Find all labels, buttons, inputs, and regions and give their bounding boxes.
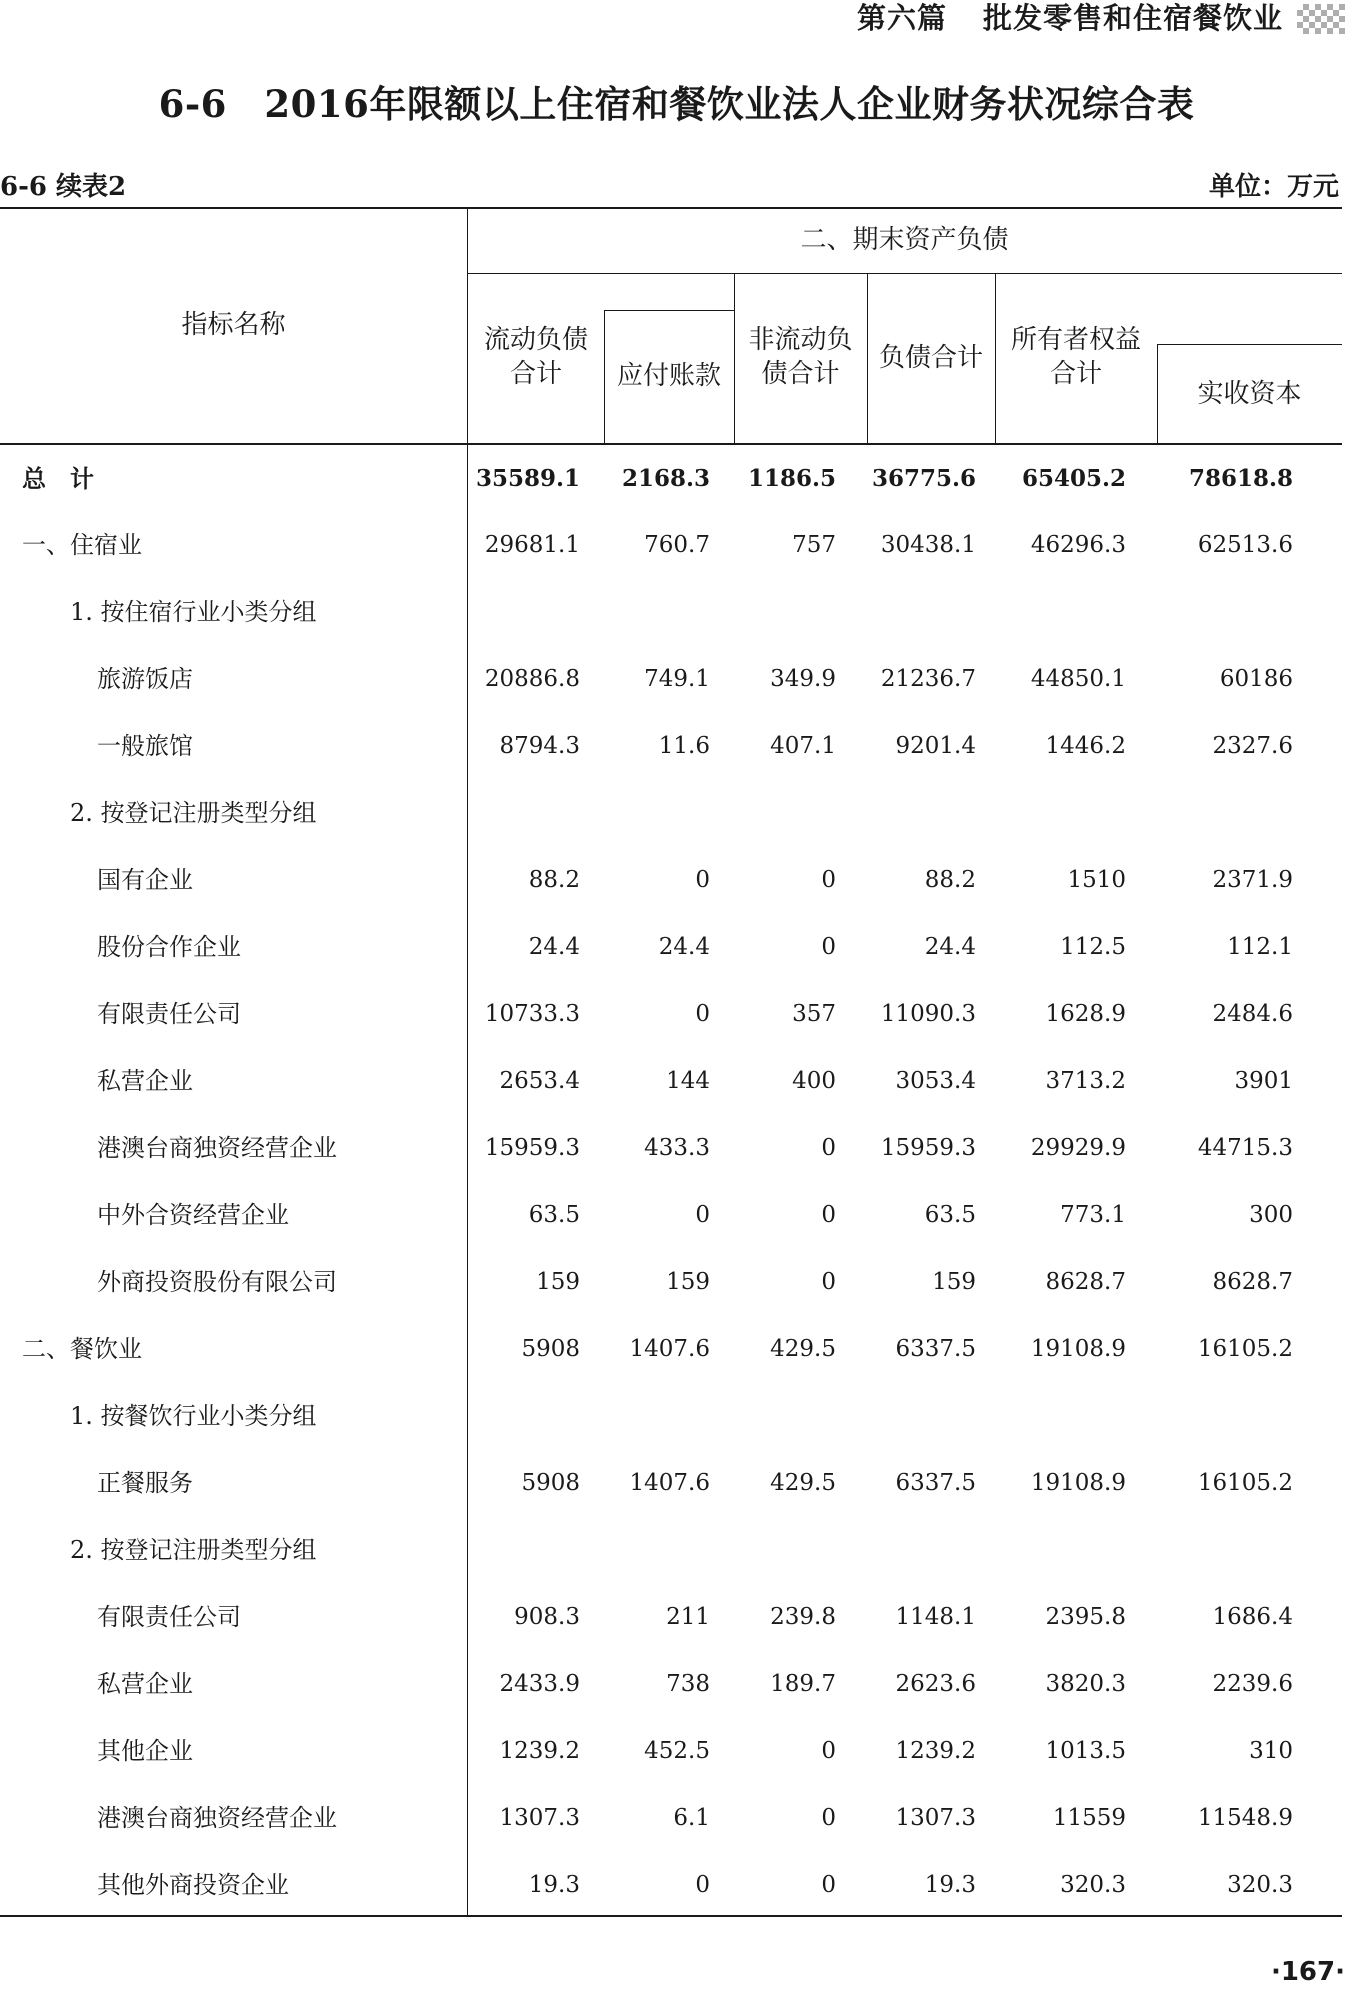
page-number: ·167· — [1270, 1957, 1345, 1987]
part-label: 第六篇 — [856, 1, 947, 35]
row-value-col4: 1307.3 — [895, 1805, 976, 1831]
row-label: 有限责任公司 — [97, 1000, 241, 1028]
row-value-col4: 6337.5 — [895, 1470, 976, 1496]
table-row — [0, 981, 1353, 1048]
row-value-col6: 3901 — [1234, 1068, 1293, 1094]
col2-col3-divider — [734, 273, 735, 444]
row-value-col3: 757 — [792, 532, 836, 558]
row-value-col4: 11090.3 — [880, 1001, 976, 1027]
row-value-col6: 300 — [1249, 1202, 1293, 1228]
row-value-col1: 88.2 — [528, 867, 580, 893]
row-value-col6: 60186 — [1219, 666, 1293, 692]
row-value-col4: 21236.7 — [880, 666, 976, 692]
row-value-col1: 1307.3 — [499, 1805, 580, 1831]
table-id: 6-6 续表2 — [0, 172, 127, 202]
row-value-col4: 63.5 — [924, 1202, 976, 1228]
name-column-header: 指标名称 — [181, 310, 286, 340]
table-row — [0, 1584, 1353, 1651]
unit-label: 单位：万元 — [1208, 172, 1339, 202]
row-value-col6: 1686.4 — [1212, 1604, 1293, 1630]
table-row — [0, 914, 1353, 981]
row-value-col5: 8628.7 — [1045, 1269, 1126, 1295]
row-value-col2: 1407.6 — [629, 1336, 710, 1362]
table-row — [0, 1852, 1353, 1919]
table-row — [0, 1182, 1353, 1249]
row-value-col5: 29929.9 — [1030, 1135, 1126, 1161]
row-value-col1: 159 — [536, 1269, 580, 1295]
row-value-col6: 16105.2 — [1197, 1470, 1293, 1496]
row-value-col4: 1239.2 — [895, 1738, 976, 1764]
row-value-col5: 112.5 — [1060, 934, 1126, 960]
row-value-col1: 15959.3 — [484, 1135, 580, 1161]
row-label: 港澳台商独资经营企业 — [97, 1804, 337, 1832]
row-value-col4: 6337.5 — [895, 1336, 976, 1362]
row-value-col1: 35589.1 — [475, 465, 580, 492]
row-value-col1: 24.4 — [528, 934, 580, 960]
col6-header-rule — [1157, 344, 1342, 345]
row-value-col1: 1239.2 — [499, 1738, 580, 1764]
row-value-col4: 36775.6 — [871, 465, 976, 492]
row-value-col2: 0 — [695, 1872, 710, 1898]
row-value-col3: 357 — [792, 1001, 836, 1027]
group-header: 二、期末资产负债 — [800, 225, 1009, 255]
row-value-col4: 1148.1 — [895, 1604, 976, 1630]
row-value-col2: 0 — [695, 1001, 710, 1027]
row-value-col4: 24.4 — [924, 934, 976, 960]
table-row — [0, 445, 1353, 512]
table-row — [0, 713, 1353, 780]
row-label: 有限责任公司 — [97, 1603, 241, 1631]
row-label: 港澳台商独资经营企业 — [97, 1134, 337, 1162]
row-value-col3: 0 — [821, 1202, 836, 1228]
row-value-col3: 0 — [821, 934, 836, 960]
row-value-col3: 0 — [821, 1135, 836, 1161]
row-value-col6: 16105.2 — [1197, 1336, 1293, 1362]
row-value-col3: 429.5 — [770, 1470, 836, 1496]
row-value-col6: 44715.3 — [1197, 1135, 1293, 1161]
row-value-col2: 6.1 — [673, 1805, 710, 1831]
row-value-col2: 144 — [666, 1068, 710, 1094]
row-value-col6: 11548.9 — [1197, 1805, 1293, 1831]
row-value-col5: 773.1 — [1060, 1202, 1126, 1228]
row-value-col5: 46296.3 — [1030, 532, 1126, 558]
col2-header-rule — [604, 310, 734, 311]
row-value-col5: 3713.2 — [1045, 1068, 1126, 1094]
row-value-col1: 19.3 — [528, 1872, 580, 1898]
col-header-total-liabilities: 负债合计 — [878, 343, 983, 373]
row-value-col6: 78618.8 — [1188, 465, 1293, 492]
row-value-col2: 433.3 — [644, 1135, 710, 1161]
row-value-col5: 320.3 — [1060, 1872, 1126, 1898]
row-value-col2: 749.1 — [644, 666, 710, 692]
row-value-col5: 1510 — [1067, 867, 1126, 893]
row-value-col6: 2327.6 — [1212, 733, 1293, 759]
group-header-rule — [467, 273, 1342, 274]
row-value-col2: 0 — [695, 867, 710, 893]
row-value-col2: 760.7 — [644, 532, 710, 558]
row-value-col6: 2484.6 — [1212, 1001, 1293, 1027]
table-row — [0, 1115, 1353, 1182]
row-value-col4: 159 — [932, 1269, 976, 1295]
row-value-col6: 112.1 — [1227, 934, 1293, 960]
row-label: 其他外商投资企业 — [97, 1871, 289, 1899]
table-row — [0, 1450, 1353, 1517]
row-value-col5: 11559 — [1052, 1805, 1126, 1831]
row-label: 正餐服务 — [97, 1469, 193, 1497]
row-value-col5: 2395.8 — [1045, 1604, 1126, 1630]
row-label: 二、餐饮业 — [22, 1335, 142, 1363]
table-top-rule — [0, 207, 1342, 209]
row-value-col2: 452.5 — [644, 1738, 710, 1764]
row-value-col1: 908.3 — [514, 1604, 580, 1630]
row-value-col3: 1186.5 — [747, 465, 836, 492]
row-label: 股份合作企业 — [97, 933, 241, 961]
checker-decoration — [1297, 4, 1345, 34]
row-value-col1: 2433.9 — [499, 1671, 580, 1697]
row-value-col2: 159 — [666, 1269, 710, 1295]
row-value-col1: 2653.4 — [499, 1068, 580, 1094]
table-row — [0, 1651, 1353, 1718]
row-value-col3: 0 — [821, 1269, 836, 1295]
row-value-col4: 30438.1 — [880, 532, 976, 558]
row-label: 2. 按登记注册类型分组 — [70, 799, 317, 827]
row-label: 1. 按住宿行业小类分组 — [70, 598, 317, 626]
row-value-col1: 10733.3 — [484, 1001, 580, 1027]
row-value-col1: 8794.3 — [499, 733, 580, 759]
row-value-col4: 9201.4 — [895, 733, 976, 759]
col-header-noncurrent-liabilities: 非流动负债合计 — [748, 325, 853, 389]
row-value-col5: 1446.2 — [1045, 733, 1126, 759]
row-value-col2: 11.6 — [658, 733, 710, 759]
row-value-col3: 429.5 — [770, 1336, 836, 1362]
row-label: 一、住宿业 — [22, 531, 142, 559]
row-label: 旅游饭店 — [97, 665, 193, 693]
running-header — [821, 0, 1283, 36]
row-value-col2: 24.4 — [658, 934, 710, 960]
row-value-col3: 349.9 — [770, 666, 836, 692]
row-label: 中外合资经营企业 — [97, 1201, 289, 1229]
col-header-current-liabilities: 流动负债合计 — [483, 325, 588, 389]
row-value-col3: 0 — [821, 1872, 836, 1898]
row-value-col6: 8628.7 — [1212, 1269, 1293, 1295]
row-label: 2. 按登记注册类型分组 — [70, 1536, 317, 1564]
table-row — [0, 1316, 1353, 1383]
table-row — [0, 1048, 1353, 1115]
row-value-col5: 3820.3 — [1045, 1671, 1126, 1697]
table-row — [0, 646, 1353, 713]
table-row — [0, 1517, 1353, 1584]
row-label: 总 计 — [22, 464, 94, 493]
row-label: 其他企业 — [97, 1737, 193, 1765]
row-value-col4: 88.2 — [924, 867, 976, 893]
row-value-col1: 63.5 — [528, 1202, 580, 1228]
row-value-col1: 20886.8 — [484, 666, 580, 692]
row-value-col2: 1407.6 — [629, 1470, 710, 1496]
table-row — [0, 512, 1353, 579]
page-title: 6-6 2016年限额以上住宿和餐饮业法人企业财务状况综合表 — [158, 82, 1195, 126]
row-label: 外商投资股份有限公司 — [97, 1268, 337, 1296]
row-label: 私营企业 — [97, 1670, 193, 1698]
row-label: 私营企业 — [97, 1067, 193, 1095]
row-value-col6: 310 — [1249, 1738, 1293, 1764]
row-value-col2: 0 — [695, 1202, 710, 1228]
row-value-col3: 239.8 — [770, 1604, 836, 1630]
row-label: 1. 按餐饮行业小类分组 — [70, 1402, 317, 1430]
row-value-col6: 2239.6 — [1212, 1671, 1293, 1697]
row-value-col3: 189.7 — [770, 1671, 836, 1697]
row-value-col5: 1013.5 — [1045, 1738, 1126, 1764]
table-row — [0, 1785, 1353, 1852]
col-header-accounts-payable: 应付账款 — [616, 361, 721, 391]
row-value-col1: 5908 — [521, 1470, 580, 1496]
row-value-col3: 407.1 — [770, 733, 836, 759]
row-value-col5: 65405.2 — [1021, 465, 1126, 492]
section-label: 批发零售和住宿餐饮业 — [982, 1, 1283, 35]
row-value-col2: 2168.3 — [621, 465, 710, 492]
row-value-col1: 29681.1 — [484, 532, 580, 558]
col-header-owners-equity: 所有者权益合计 — [1010, 325, 1141, 389]
table-row — [0, 847, 1353, 914]
row-value-col2: 738 — [666, 1671, 710, 1697]
row-label: 一般旅馆 — [97, 732, 193, 760]
row-value-col3: 0 — [821, 867, 836, 893]
table-row — [0, 1718, 1353, 1785]
row-value-col5: 1628.9 — [1045, 1001, 1126, 1027]
row-value-col4: 3053.4 — [895, 1068, 976, 1094]
row-value-col6: 62513.6 — [1197, 532, 1293, 558]
table-row — [0, 780, 1353, 847]
row-value-col5: 19108.9 — [1030, 1336, 1126, 1362]
row-value-col6: 2371.9 — [1212, 867, 1293, 893]
row-value-col3: 400 — [792, 1068, 836, 1094]
col4-col5-divider — [995, 273, 996, 444]
row-value-col3: 0 — [821, 1805, 836, 1831]
row-value-col4: 15959.3 — [880, 1135, 976, 1161]
row-value-col1: 5908 — [521, 1336, 580, 1362]
col-header-paid-in-capital: 实收资本 — [1197, 379, 1302, 409]
row-label: 国有企业 — [97, 866, 193, 894]
row-value-col4: 19.3 — [924, 1872, 976, 1898]
row-value-col6: 320.3 — [1227, 1872, 1293, 1898]
row-value-col3: 0 — [821, 1738, 836, 1764]
row-value-col5: 19108.9 — [1030, 1470, 1126, 1496]
row-value-col2: 211 — [666, 1604, 710, 1630]
row-value-col5: 44850.1 — [1030, 666, 1126, 692]
table-row — [0, 1249, 1353, 1316]
row-value-col4: 2623.6 — [895, 1671, 976, 1697]
table-row — [0, 1383, 1353, 1450]
table-row — [0, 579, 1353, 646]
